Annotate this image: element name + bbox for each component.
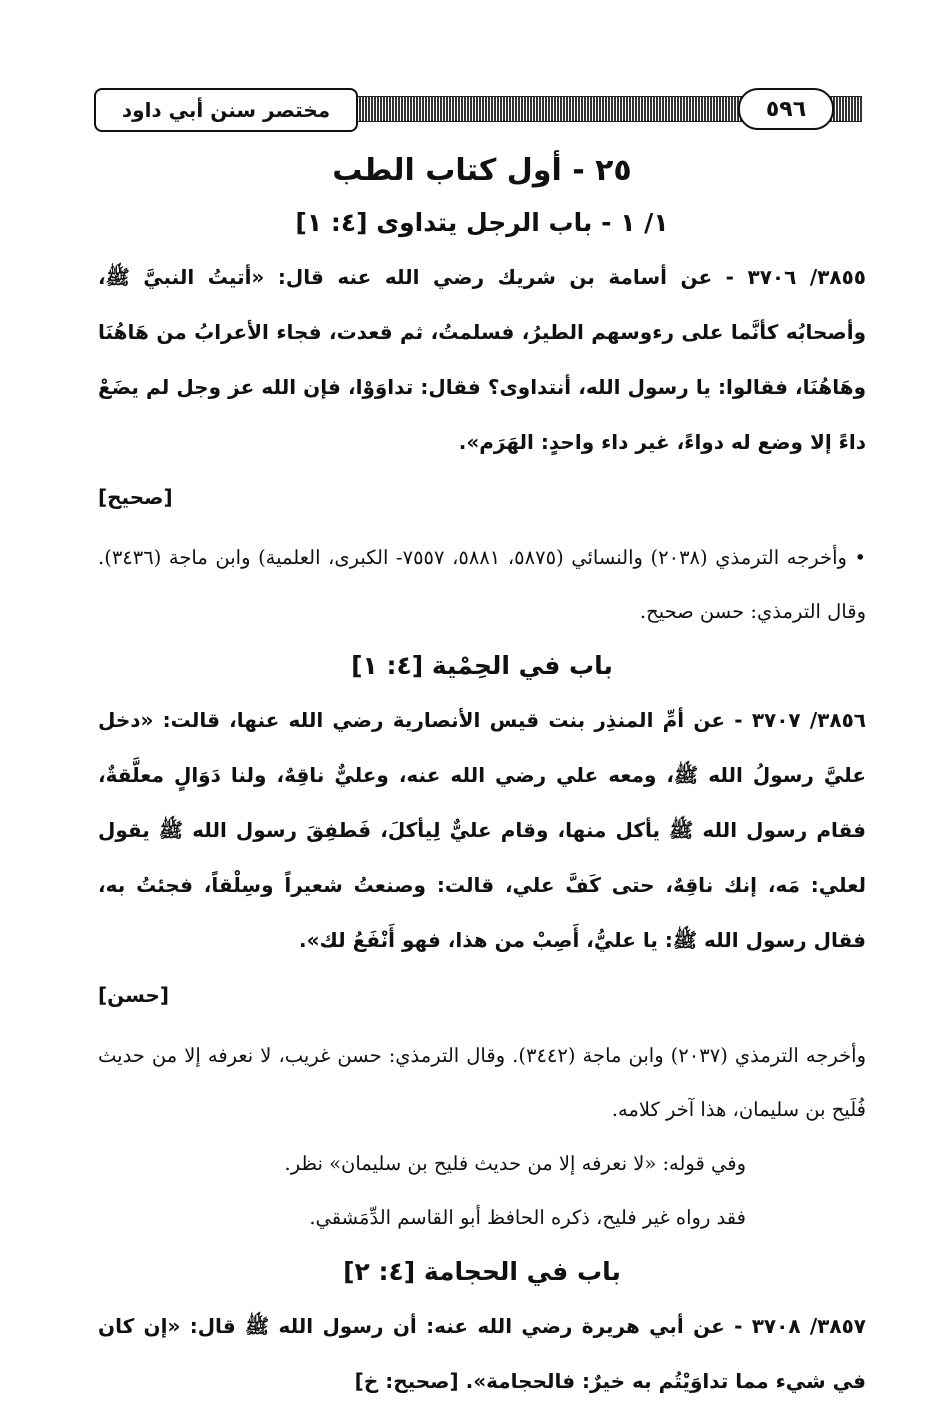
takhrij-note: وأخرجه الترمذي (٢٠٣٧) وابن ماجة (٣٤٤٢). وقال الترمذي: حسن غريب، لا نعرفه إلا من حديث فُلَيح بن سليمان، هذا آخر كلامه. <box>98 1044 867 1121</box>
hadith-text: ٣٨٥٦/ ٣٧٠٧ - عن أمِّ المنذِر بنت قيس الأنصارية رضي الله عنها، قالت: «دخل عليَّ رسولُ الله ﷺ، ومعه علي رضي الله عنه، وعليٌّ ناقِهٌ، ولنا دَوَالٍ معلَّقةٌ، فقام رسول الله ﷺ يأكل منها، وقام عليٌّ لِيأكلَ، فَطفِقَ رسول الله ﷺ يقول لعلي: مَه، إنك ناقِهٌ، حتى كَفَّ علي، قالت: وصنعتُ شعيراً وسِلْقاً، فجئتُ به، فقال رسول الله ﷺ: يا عليُّ، أَصِبْ من هذا، فهو أَنْفَعُ لك». <box>98 708 866 952</box>
hadith-text: ٣٨٥٥/ ٣٧٠٦ - عن أسامة بن شريك رضي الله عنه قال: «أتيتُ النبيَّ ﷺ، وأصحابُه كأنَّما على رءوسهم الطيرُ، فسلمتُ، ثم قعدت، فجاء الأعرابُ من هَاهُنَا وهَاهُنَا، فقالوا: يا رسول الله، أنتداوى؟ فقال: تداوَوْا، فإن الله عز وجل لم يضَعْ داءً إلا وضع له دواءً، غير داء واحدٍ: الهَرَم». <box>98 265 866 454</box>
hadith-text: ٣٨٥٧/ ٣٧٠٨ - عن أبي هريرة رضي الله عنه: أن رسول الله ﷺ قال: «إن كان في شيء مما تداوَيْتُم به خيرٌ: فالحجامة». [صحيح: خ] <box>98 1314 866 1393</box>
section-title: باب في الحجامة [٤: ٢] <box>343 1257 621 1286</box>
page-number: ٥٩٦ <box>738 88 834 130</box>
commentary-note: وفي قوله: «لا نعرفه إلا من حديث فليح بن سليمان» نظر. <box>284 1152 746 1175</box>
hadith-grade: [صحيح] <box>98 485 173 509</box>
section-title: ١/ ١ - باب الرجل يتداوى [٤: ١] <box>295 208 669 237</box>
page-content <box>98 138 866 1409</box>
hadith-grade: [حسن] <box>98 983 170 1007</box>
book-title: مختصر سنن أبي داود <box>94 88 358 132</box>
page-header <box>94 84 864 136</box>
chapter-title: ٢٥ - أول كتاب الطب <box>332 153 632 188</box>
commentary-note: فقد رواه غير فليح، ذكره الحافظ أبو القاسم الدِّمَشقي. <box>309 1206 746 1229</box>
section-title: باب في الحِمْية [٤: ١] <box>351 651 613 680</box>
takhrij-note: • وأخرجه الترمذي (٢٠٣٨) والنسائي (٥٨٧٥، ٥٨٨١، ٧٥٥٧- الكبرى، العلمية) وابن ماجة (٣٤٣٦). وقال الترمذي: حسن صحيح. <box>98 546 866 623</box>
